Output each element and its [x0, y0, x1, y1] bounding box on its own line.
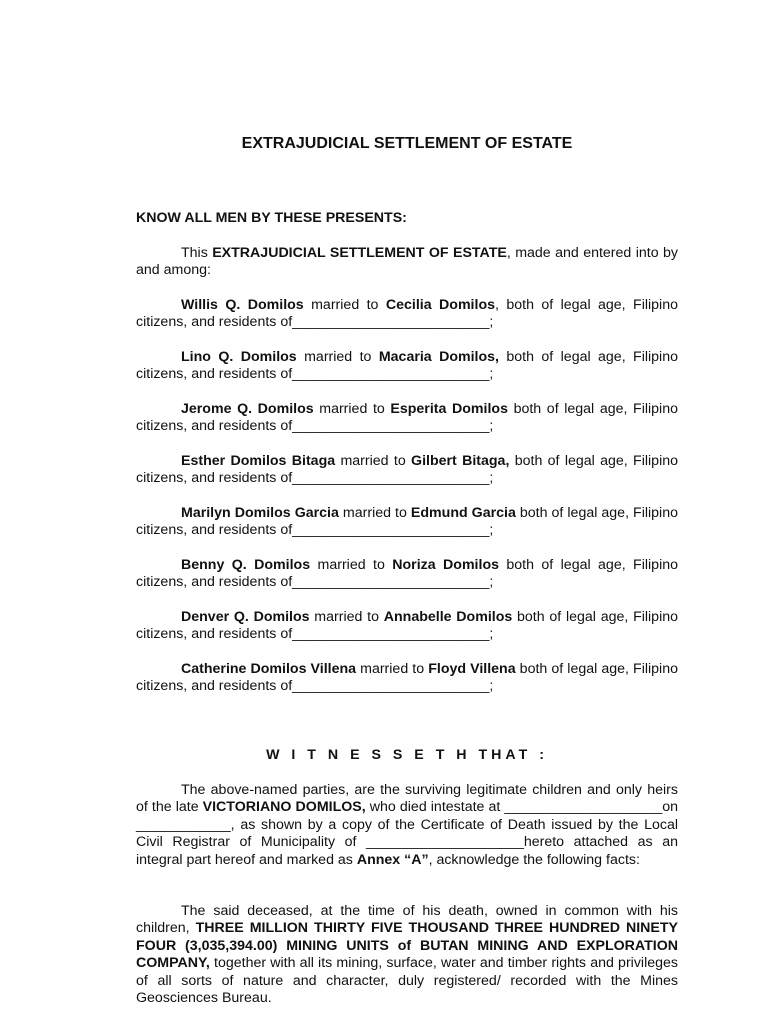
party-name: Jerome Q. Domilos — [181, 401, 314, 417]
heirs-text-mid: who died intestate at ____________________on ____________, as shown by a copy of the Certificate of Death issued by the Local Civil Registrar of Municipality of ____________________hereto attached as an integral part hereof and marked as — [136, 799, 678, 868]
party-details: both of legal age, Filipino citizens, and residents of_________________________; — [136, 661, 678, 695]
party-name: Catherine Domilos Villena — [181, 661, 357, 677]
party-married-to: married to — [296, 349, 379, 365]
party-spouse: Noriza Domilos — [392, 557, 499, 573]
party-spouse: Macaria Domilos, — [378, 349, 499, 365]
party-married-to: married to — [310, 557, 393, 573]
party-paragraph — [136, 505, 678, 540]
party-name: Denver Q. Domilos — [181, 609, 310, 625]
intro-text-end: , made and entered into by and among: — [136, 245, 679, 279]
witnesseth-heading: W I T N E S S E T H THAT : — [266, 747, 548, 763]
party-details: both of legal age, Filipino citizens, and residents of_________________________; — [136, 453, 679, 487]
mining-units: THREE MILLION THIRTY FIVE THOUSAND THREE HUNDRED NINETY FOUR (3,035,394.00) MINING UNITS of BUTAN MINING AND EXPLORATION COMPANY, — [136, 920, 678, 972]
party-spouse: Esperita Domilos — [390, 401, 508, 417]
deceased-text-end: together with all its mining, surface, water and timber rights and privileges of all sorts of nature and character, duly registered/ recorded with the Mines Geosciences Bureau. — [136, 955, 678, 1007]
party-details: , both of legal age, Filipino citizens, and residents of_________________________; — [136, 297, 678, 331]
party-married-to: married to — [338, 505, 411, 521]
document-title: EXTRAJUDICIAL SETTLEMENT OF ESTATE — [241, 135, 573, 152]
party-spouse: Annabelle Domilos — [383, 609, 513, 625]
party-paragraph — [136, 609, 678, 644]
party-married-to: married to — [309, 609, 384, 625]
party-paragraph — [136, 349, 678, 384]
party-married-to: married to — [303, 297, 386, 313]
party-name: Marilyn Domilos Garcia — [181, 505, 339, 521]
intro-text: This — [181, 245, 213, 261]
party-details: both of legal age, Filipino citizens, and residents of_________________________; — [136, 557, 678, 591]
party-paragraph — [136, 557, 678, 592]
heirs-paragraph — [136, 782, 678, 869]
deceased-text: The said deceased, at the time of his death, owned in common with his children, — [136, 903, 678, 937]
party-details: both of legal age, Filipino citizens, and residents of_________________________; — [136, 401, 678, 435]
deceased-paragraph — [136, 903, 678, 1007]
party-details: both of legal age, Filipino citizens, and residents of_________________________; — [136, 505, 678, 539]
intro-bold: EXTRAJUDICIAL SETTLEMENT OF ESTATE — [212, 245, 507, 261]
party-spouse: Edmund Garcia — [410, 505, 516, 521]
party-spouse: Floyd Villena — [428, 661, 516, 677]
party-married-to: married to — [356, 661, 429, 677]
party-name: Lino Q. Domilos — [181, 349, 297, 365]
party-married-to: married to — [335, 453, 412, 469]
heirs-text: The above-named parties, are the surviving legitimate children and only heirs of the late — [136, 782, 678, 816]
party-details: both of legal age, Filipino citizens, and residents of_________________________; — [136, 609, 679, 643]
party-married-to: married to — [313, 401, 391, 417]
party-details: both of legal age, Filipino citizens, and residents of_________________________; — [136, 349, 678, 383]
party-paragraph — [136, 297, 678, 332]
party-name: Willis Q. Domilos — [181, 297, 304, 313]
deceased-name: VICTORIANO DOMILOS, — [202, 799, 366, 816]
heirs-text-end: , acknowledge the following facts: — [428, 851, 640, 868]
party-paragraph — [136, 453, 678, 488]
know-all-heading: KNOW ALL MEN BY THESE PRESENTS: — [136, 210, 407, 226]
intro-paragraph — [136, 245, 678, 280]
annex-label: Annex “A” — [356, 851, 429, 868]
party-spouse: Cecilia Domilos — [385, 297, 495, 313]
party-paragraph — [136, 661, 678, 696]
party-paragraph — [136, 401, 678, 436]
party-name: Esther Domilos Bitaga — [181, 453, 336, 469]
party-name: Benny Q. Domilos — [181, 557, 311, 573]
party-spouse: Gilbert Bitaga, — [411, 453, 510, 469]
